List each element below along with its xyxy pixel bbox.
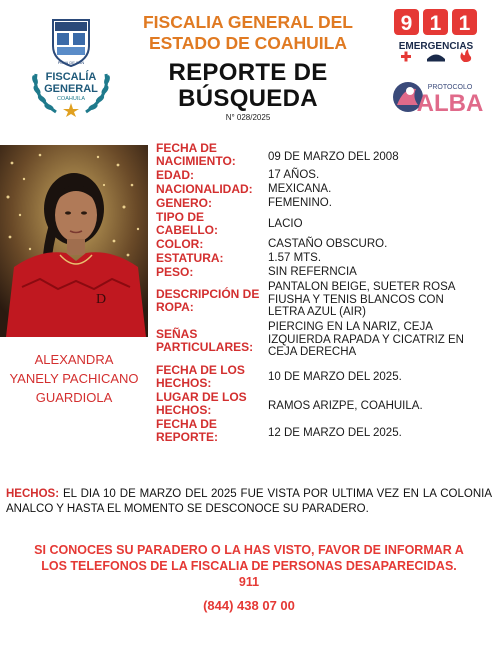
digit-1a: 1 [429, 12, 442, 35]
name-line1: ALEXANDRA [34, 352, 114, 367]
field-label: NACIMIENTO: [156, 153, 236, 168]
field-label: ROPA: [156, 299, 194, 314]
name-line2: YANELY PACHICANO [9, 371, 139, 386]
star-icon [63, 103, 79, 117]
contact-phone[interactable]: (844) 438 07 00 [203, 598, 295, 613]
field-label: NACIONALIDAD: [156, 182, 253, 196]
missing-person-photo [0, 145, 148, 337]
sweater-letter: D [96, 292, 107, 307]
field-label: FECHA DE LOS [156, 363, 245, 377]
field-value: CASTAÑO OBSCURO. [268, 238, 388, 250]
field-value: RAMOS ARIZPE, COAHUILA. [268, 400, 423, 412]
field-label: HECHOS: [156, 375, 212, 390]
incident-facts [6, 487, 492, 517]
agency-line2: ESTADO DE COAHUILA [148, 33, 347, 53]
field-value: CEJA DERECHA [268, 346, 357, 359]
appeal-line3: 911 [238, 575, 260, 589]
field-label: REPORTE: [156, 429, 219, 444]
fiscalia-logo [26, 16, 116, 118]
field-label: SEÑAS [156, 327, 198, 341]
field-value: FEMENINO. [268, 197, 332, 209]
alba-big-label: ALBA [416, 90, 484, 115]
field-value: 17 AÑOS. [268, 169, 320, 181]
field-label: DESCRIPCIÓN DE [156, 287, 260, 301]
agency-line1: FISCALIA GENERAL DEL [142, 12, 353, 32]
field-label: PARTICULARES: [156, 339, 254, 354]
field-value: 09 DE MARZO DEL 2008 [268, 151, 399, 163]
emergency-label: EMERGENCIAS [398, 41, 474, 52]
field-value: MEXICANA. [268, 183, 332, 195]
digit-1b: 1 [458, 12, 471, 35]
field-label: EDAD: [156, 168, 194, 182]
field-value: LETRA AZUL (AIR) [268, 306, 366, 319]
field-value: 10 DE MARZO DEL 2025. [268, 371, 402, 383]
field-label: CABELLO: [156, 222, 218, 237]
alba-small-label: PROTOCOLO [427, 84, 473, 91]
logo-top-text: PLAN DE SAN [57, 60, 85, 65]
field-label: FECHA DE [156, 141, 217, 155]
logo-name-line1: FISCALÍA [45, 71, 97, 83]
field-value: IZQUIERDA RAPADA Y CICATRIZ EN [268, 333, 464, 346]
agency-name [140, 12, 356, 54]
logo-name-line3: COAHUILA [56, 96, 86, 102]
person-name [0, 350, 148, 407]
field-label: GENERO: [156, 196, 213, 210]
appeal-message [8, 542, 490, 590]
field-value: SIN REFERNCIA [268, 266, 357, 278]
field-label: HECHOS: [156, 402, 212, 417]
field-label: COLOR: [156, 237, 204, 251]
protocolo-alba-logo [392, 79, 484, 115]
field-value: LACIO [268, 218, 303, 230]
field-value: 12 DE MARZO DEL 2025. [268, 427, 402, 439]
digit-9: 9 [400, 12, 413, 35]
field-value: 1.57 MTS. [268, 252, 322, 264]
hechos-label: HECHOS: [6, 488, 60, 500]
field-label: PESO: [156, 265, 194, 279]
title-line2: BÚSQUEDA [178, 85, 318, 112]
report-number: N° 028/2025 [225, 113, 271, 122]
logo-name-line2: GENERAL [44, 83, 98, 95]
police-cap-icon [427, 55, 445, 60]
field-label: LUGAR DE LOS [156, 390, 247, 404]
hechos-text: EL DIA 10 DE MARZO DEL 2025 FUE VISTA POR ULTIMA VEZ EN LA COLONIA ANALCO Y HASTA EL MOMENTO SE DESCONOCE SU PARADERO. [6, 488, 493, 515]
title-line1: REPORTE DE [168, 59, 328, 86]
emergency-911-logo [394, 9, 478, 69]
name-line3: GUARDIOLA [35, 390, 113, 405]
appeal-line1: SI CONOCES SU PARADERO O LA HAS VISTO, FAVOR DE INFORMAR A [34, 543, 464, 557]
page-title [140, 60, 356, 112]
field-value: FIUSHA Y TENIS BLANCOS CON [268, 293, 444, 306]
field-label: FECHA DE [156, 417, 217, 431]
field-label: TIPO DE [156, 210, 205, 224]
appeal-line2: LOS TELEFONOS DE LA FISCALIA DE PERSONAS DESAPARECIDAS. [41, 559, 457, 573]
field-label: ESTATURA: [156, 251, 224, 265]
field-value: PIERCING EN LA NARIZ, CEJA [268, 321, 433, 333]
field-value: PANTALON BEIGE, SUETER ROSA [268, 281, 456, 293]
